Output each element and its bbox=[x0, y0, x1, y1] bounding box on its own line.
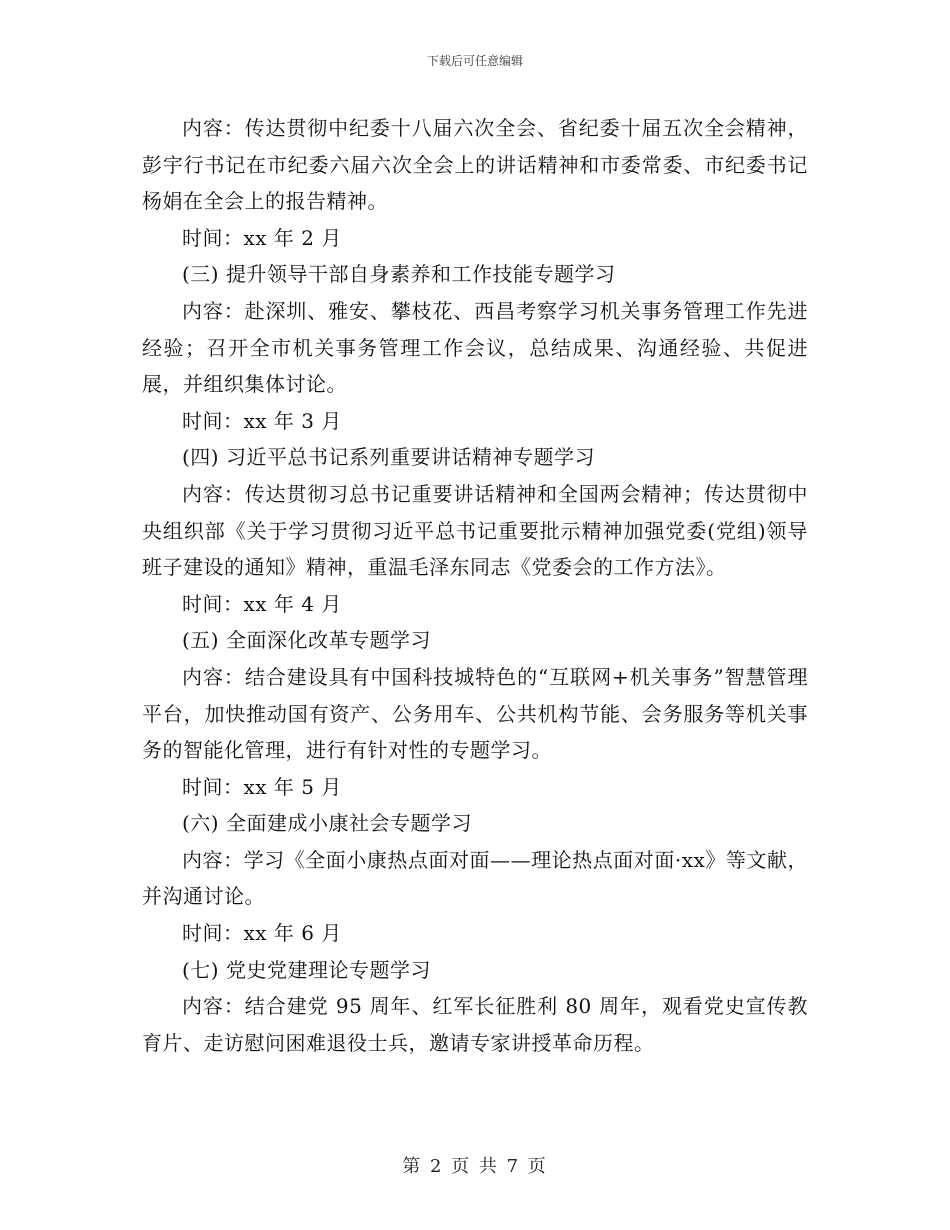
section-heading: (六) 全面建成小康社会专题学习 bbox=[182, 811, 472, 836]
paragraph: 内容：结合建党 95 周年、红军长征胜利 80 周年，观看党史宣传教育片、走访慰问困难退役士兵，邀请专家讲授革命历程。 bbox=[142, 994, 808, 1055]
paragraph: 内容：传达贯彻习总书记重要讲话精神和全国两会精神；传达贯彻中央组织部《关于学习贯彻习近平总书记重要批示精神加强党委(党组)领导班子建设的通知》精神，重温毛泽东同志《党委会的工作方法》。 bbox=[142, 481, 808, 580]
paragraph: 内容：学习《全面小康热点面对面——理论热点面对面·xx》等文献，并沟通讨论。 bbox=[142, 847, 808, 909]
paragraph: 时间：xx 年 4 月 bbox=[182, 591, 342, 616]
page-footer: 第 2 页 共 7 页 bbox=[402, 1156, 548, 1177]
paragraph: 内容：结合建设具有中国科技城特色的“互联网+机关事务”智慧管理平台，加快推动国有资产、公务用车、公共机构节能、会务服务等机关事务的智能化管理，进行有针对性的专题学习。 bbox=[142, 664, 808, 763]
page-header: 下载后可任意编辑 bbox=[426, 54, 523, 68]
section-heading: (七) 党史党建理论专题学习 bbox=[182, 957, 431, 982]
paragraph: 时间：xx 年 3 月 bbox=[182, 408, 342, 433]
paragraph: 时间：xx 年 2 月 bbox=[182, 225, 342, 250]
paragraph: 内容：传达贯彻中纪委十八届六次全会、省纪委十届五次全会精神，彭宇行书记在市纪委六届六次全会上的讲话精神和市委常委、市纪委书记杨娟在全会上的报告精神。 bbox=[142, 116, 808, 214]
section-heading: (五) 全面深化改革专题学习 bbox=[182, 628, 431, 653]
section-heading: (三) 提升领导干部自身素养和工作技能专题学习 bbox=[182, 262, 616, 287]
section-heading: (四) 习近平总书记系列重要讲话精神专题学习 bbox=[182, 445, 595, 470]
paragraph: 时间：xx 年 5 月 bbox=[182, 774, 342, 799]
document-body bbox=[142, 110, 808, 1061]
paragraph: 内容：赴深圳、雅安、攀枝花、西昌考察学习机关事务管理工作先进经验；召开全市机关事务管理工作会议，总结成果、沟通经验、共促进展，并组织集体讨论。 bbox=[142, 298, 808, 397]
paragraph: 时间：xx 年 6 月 bbox=[182, 921, 342, 946]
